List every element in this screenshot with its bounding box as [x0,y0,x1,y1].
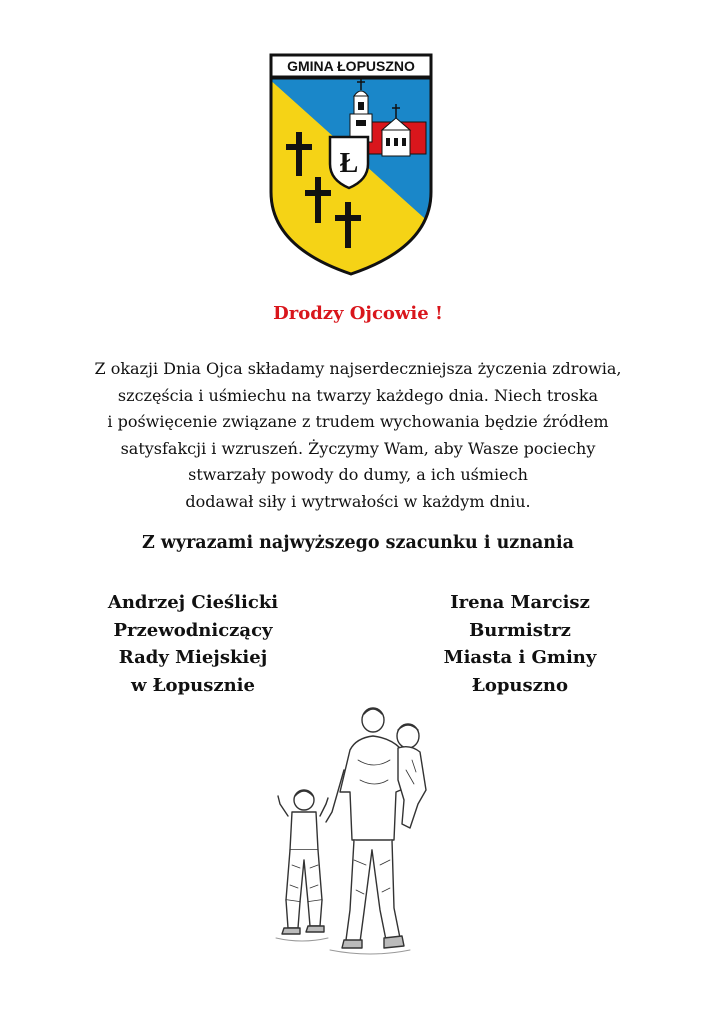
gmina-lopuszno-crest [268,52,434,276]
greeting-body [60,356,656,515]
body-line: szczęścia i uśmiechu na twarzy każdego dnia. Niech troska [117,385,599,405]
signature-name: Irena Marcisz [450,592,590,613]
body-line: stwarzały powody do dumy, a ich uśmiech [188,465,528,484]
signature-title: w Łopusznie [131,674,255,696]
body-line: Z okazji Dnia Ojca składamy najserdeczniejsza życzenia zdrowia, [94,359,622,378]
signature-title: Burmistrz [469,619,571,641]
crest-letter: Ł [339,148,359,179]
body-line: dodawał siły i wytrwałości w każdym dniu. [185,491,531,511]
body-line: i poświęcenie związane z trudem wychowania będzie źródłem [107,412,609,431]
signature-title: Przewodniczący [113,619,273,641]
signature-title: Miasta i Gminy [443,647,597,668]
father-children-illustration [270,700,450,970]
body-line: satysfakcji i wzruszeń. Życzymy Wam, aby Wasze pociechy [120,438,596,458]
signature-title: Łopuszno [472,674,568,696]
greeting-heading: Drodzy Ojcowie ! [273,303,443,324]
signature-title: Rady Miejskiej [118,647,268,668]
signature-left [63,589,323,699]
crest-label: GMINA ŁOPUSZNO [287,58,415,74]
signature-right [390,589,650,699]
signature-name: Andrzej Cieślicki [107,592,279,613]
closing-line: Z wyrazami najwyższego szacunku i uznania [141,533,575,553]
